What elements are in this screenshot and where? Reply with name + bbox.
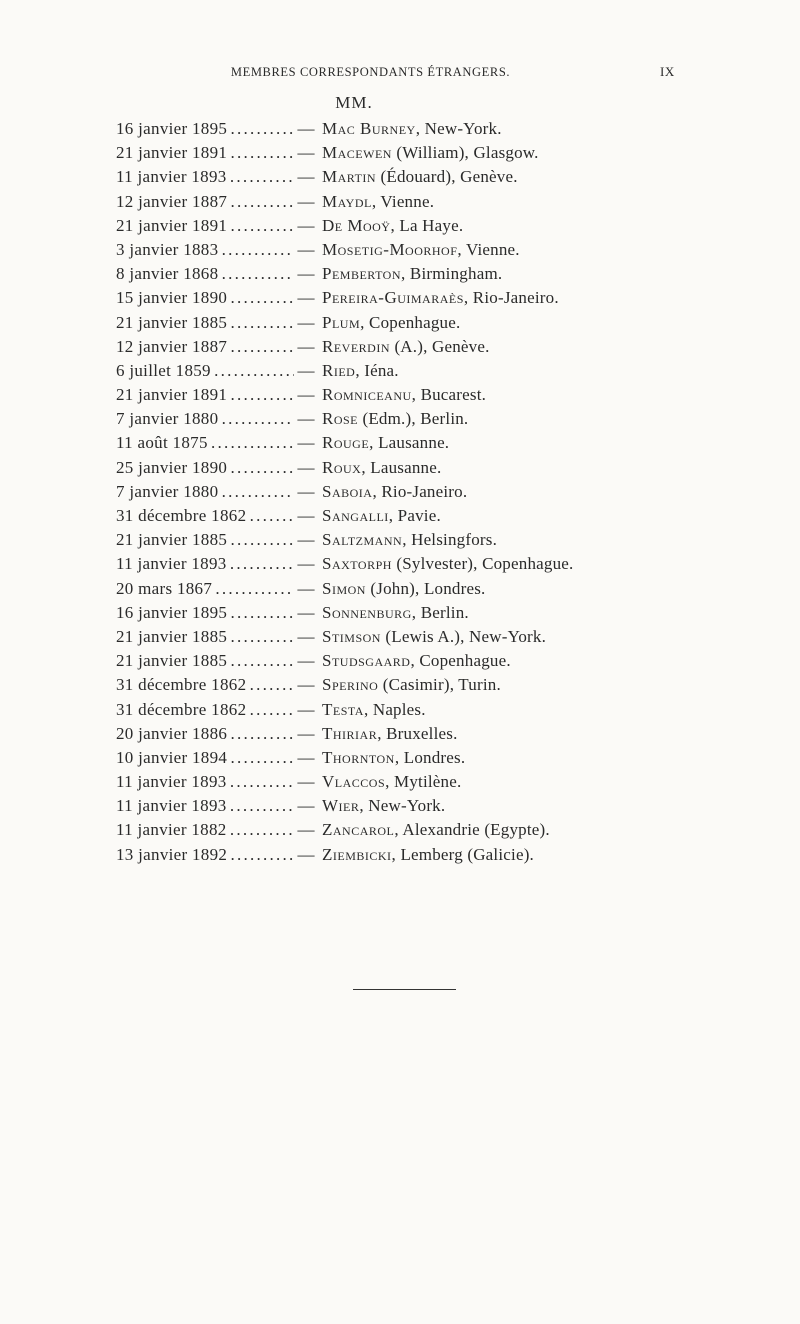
member-details: , Birmingham.: [401, 264, 503, 284]
entry-date: 12 janvier 1887 . . .: [116, 190, 294, 214]
entry-date: 6 juillet 1859 . . .: [116, 359, 294, 383]
member-entry: [0, 818, 800, 842]
entry-member: [322, 311, 460, 335]
entry-member: [322, 335, 490, 359]
member-details: (A.), Genève.: [390, 336, 490, 356]
member-details: (Casimir), Turin.: [378, 675, 501, 695]
entry-date: 13 janvier 1892 . . .: [116, 843, 294, 867]
member-details: , Vienne.: [371, 191, 435, 211]
member-details: , Bucarest.: [411, 385, 487, 405]
member-details: (Lewis A.), New-York.: [380, 626, 547, 646]
member-surname: Rose: [322, 409, 359, 429]
entry-dash: —: [297, 506, 315, 525]
member-surname: Maydl: [322, 191, 372, 211]
member-surname: Thornton: [322, 747, 395, 767]
page-number: IX: [660, 64, 675, 79]
member-surname: Zancarol: [322, 820, 395, 840]
entry-date: 11 août 1875 . . .: [116, 431, 294, 455]
entry-dash: —: [297, 602, 315, 622]
entry-dash: —: [297, 578, 315, 598]
member-entry: [0, 480, 800, 504]
member-entry: [0, 794, 800, 818]
member-details: (Edm.), Berlin.: [358, 409, 469, 429]
entry-date: 16 janvier 1895 . . .: [116, 601, 294, 625]
entry-dash: —: [297, 651, 315, 671]
entry-date: 8 janvier 1868 . . .: [116, 262, 294, 286]
member-details: , Mytilène.: [385, 772, 462, 792]
member-details: (Édouard), Genève.: [376, 167, 518, 187]
member-surname: Martin: [322, 167, 377, 187]
entry-dash: —: [297, 796, 315, 816]
entry-dash: —: [297, 143, 315, 163]
entry-member: [322, 214, 463, 238]
entry-dash: —: [297, 264, 315, 284]
entry-date: 21 janvier 1885 . . .: [116, 528, 294, 552]
member-entry: [0, 214, 800, 238]
entry-dash: —: [297, 215, 315, 235]
entry-date: 21 janvier 1885 . . .: [116, 649, 294, 673]
entry-dash: —: [297, 167, 315, 187]
member-surname: Saboia: [322, 481, 373, 501]
entry-member: [322, 407, 468, 431]
entry-date: 21 janvier 1891 . . .: [116, 141, 294, 165]
member-details: , Copenhague.: [410, 651, 511, 671]
member-entry: [0, 528, 800, 552]
entry-dash: —: [297, 360, 315, 380]
entry-member: [322, 673, 501, 697]
member-surname: Plum: [322, 312, 361, 332]
entry-date: 11 janvier 1882 . . .: [116, 818, 294, 842]
member-entry: [0, 552, 800, 576]
member-entry: [0, 649, 800, 673]
member-entry: [0, 601, 800, 625]
member-entry: [0, 407, 800, 431]
member-surname: Pereira-Guimaraès: [322, 288, 464, 308]
member-surname: Sperino: [322, 675, 379, 695]
entry-member: [322, 625, 546, 649]
entry-member: [322, 165, 518, 189]
entry-member: [322, 480, 467, 504]
entry-dash: —: [297, 191, 315, 211]
member-details: , Berlin.: [411, 602, 469, 622]
member-entry: [0, 335, 800, 359]
entry-member: [322, 698, 426, 722]
member-surname: Ried: [322, 360, 356, 380]
member-entry: [0, 843, 800, 867]
entry-dash: —: [297, 772, 315, 792]
member-details: , La Haye.: [390, 215, 464, 235]
entry-date: 20 janvier 1886 . . .: [116, 722, 294, 746]
entry-date: 12 janvier 1887 . . .: [116, 335, 294, 359]
entry-member: [322, 577, 486, 601]
member-details: , Rio-Janeiro.: [463, 288, 559, 308]
entry-dash: —: [297, 409, 315, 429]
member-surname: Mosetig-Moorhof: [322, 239, 458, 259]
member-entry: [0, 746, 800, 770]
entry-date: 7 janvier 1880 . . .: [116, 480, 294, 504]
entry-dash: —: [297, 312, 315, 332]
member-details: , Lausanne.: [369, 433, 450, 453]
entry-member: [322, 431, 449, 455]
entry-dash: —: [297, 530, 315, 550]
member-surname: Rouge: [322, 433, 370, 453]
entry-date: 16 janvier 1895 . . .: [116, 117, 294, 141]
entry-dash: —: [297, 433, 315, 453]
member-entry: [0, 504, 800, 528]
running-title: MEMBRES CORRESPONDANTS ÉTRANGERS.: [230, 65, 511, 79]
entry-dash: —: [297, 336, 315, 356]
entry-member: [322, 746, 465, 770]
running-head: [0, 64, 800, 84]
member-surname: De Mooÿ: [322, 215, 391, 235]
member-details: , Lausanne.: [361, 457, 442, 477]
entry-member: [322, 117, 502, 141]
member-details: , Lemberg (Galicie).: [391, 844, 535, 864]
entry-date: 31 décembre 1862 . . .: [116, 504, 294, 528]
member-surname: Ziembicki: [322, 844, 392, 864]
member-surname: Thiriar: [322, 723, 378, 743]
member-surname: Stimson: [322, 626, 381, 646]
member-surname: Macewen: [322, 143, 392, 163]
entry-date: 31 décembre 1862 . . .: [116, 673, 294, 697]
member-entry: [0, 383, 800, 407]
member-entry: [0, 722, 800, 746]
entry-member: [322, 141, 539, 165]
entry-member: [322, 528, 497, 552]
entry-member: [322, 649, 511, 673]
entry-date: 21 janvier 1891 . . .: [116, 214, 294, 238]
member-surname: Sangalli: [322, 506, 389, 525]
entry-dash: —: [297, 844, 315, 864]
member-surname: Roux: [322, 457, 362, 477]
entry-member: [322, 552, 574, 576]
member-surname: Sonnenburg: [322, 602, 412, 622]
entry-dash: —: [297, 385, 315, 405]
member-entry: [0, 698, 800, 722]
member-details: , Naples.: [363, 699, 426, 719]
member-details: , Bruxelles.: [377, 723, 458, 743]
member-surname: Reverdin: [322, 336, 390, 356]
entry-member: [322, 286, 559, 310]
entry-date: 31 décembre 1862 . . .: [116, 698, 294, 722]
member-entry: [0, 238, 800, 262]
member-surname: Pemberton: [322, 264, 402, 284]
entry-member: [322, 359, 399, 383]
member-entry: [0, 117, 800, 141]
entry-member: [322, 383, 486, 407]
member-entry: [0, 577, 800, 601]
member-details: (William), Glasgow.: [391, 143, 539, 163]
entry-member: [322, 770, 461, 794]
member-entry: [0, 456, 800, 480]
member-entry: [0, 262, 800, 286]
member-details: , Pavie.: [388, 506, 441, 525]
entry-member: [322, 794, 445, 818]
entry-date: 21 janvier 1885 . . .: [116, 311, 294, 335]
entry-date: 10 janvier 1894 . . .: [116, 746, 294, 770]
member-entry: [0, 165, 800, 189]
entry-date: 15 janvier 1890 . . .: [116, 286, 294, 310]
honorific-heading: MM.: [335, 93, 373, 112]
entry-date: 7 janvier 1880 . . .: [116, 407, 294, 431]
entry-member: [322, 238, 520, 262]
member-list: [0, 117, 800, 867]
entry-date: 3 janvier 1883 . . .: [116, 238, 294, 262]
member-details: , Copenhague.: [360, 312, 461, 332]
member-entry: [0, 770, 800, 794]
member-entry: [0, 431, 800, 455]
entry-dash: —: [297, 699, 315, 719]
member-details: , Alexandrie (Egypte).: [394, 820, 550, 840]
entry-date: 11 janvier 1893 . . .: [116, 552, 294, 576]
entry-date: 11 janvier 1893 . . .: [116, 770, 294, 794]
entry-date: 21 janvier 1885 . . .: [116, 625, 294, 649]
member-entry: [0, 625, 800, 649]
entry-member: [322, 262, 502, 286]
entry-member: [322, 843, 534, 867]
member-details: , Helsingfors.: [402, 530, 498, 550]
member-surname: Vlaccos: [322, 772, 386, 792]
member-surname: Romniceanu: [322, 385, 412, 405]
member-surname: Studsgaard: [322, 651, 411, 671]
entry-dash: —: [297, 820, 315, 840]
entry-member: [322, 601, 469, 625]
member-surname: Saltzmann: [322, 530, 403, 550]
member-surname: Simon: [322, 578, 366, 598]
member-surname: Mac Burney: [322, 119, 416, 138]
member-entry: [0, 673, 800, 697]
member-surname: Saxtorph: [322, 554, 392, 574]
member-entry: [0, 190, 800, 214]
member-details: , New-York.: [359, 796, 446, 816]
entry-member: [322, 504, 441, 528]
member-entry: [0, 141, 800, 165]
member-details: , Vienne.: [457, 239, 520, 259]
entry-date: 20 mars 1867 . . .: [116, 577, 294, 601]
member-details: , Londres.: [394, 747, 466, 767]
entry-dash: —: [297, 554, 315, 574]
member-details: , Iéna.: [355, 360, 399, 380]
entry-dash: —: [297, 723, 315, 743]
member-surname: Testa: [322, 699, 364, 719]
member-entry: [0, 286, 800, 310]
entry-date: 11 janvier 1893 . . .: [116, 794, 294, 818]
entry-dash: —: [297, 239, 315, 259]
entry-date: 25 janvier 1890 . . .: [116, 456, 294, 480]
entry-dash: —: [297, 626, 315, 646]
entry-member: [322, 818, 550, 842]
member-entry: [0, 311, 800, 335]
entry-dash: —: [297, 457, 315, 477]
entry-dash: —: [297, 288, 315, 308]
member-entry: [0, 359, 800, 383]
entry-dash: —: [297, 747, 315, 767]
member-details: (John), Londres.: [365, 578, 486, 598]
entry-dash: —: [297, 481, 315, 501]
entry-dash: —: [297, 119, 315, 138]
entry-member: [322, 456, 441, 480]
entry-member: [322, 190, 434, 214]
member-surname: Wier: [322, 796, 360, 816]
entry-date: 11 janvier 1893 . . .: [116, 165, 294, 189]
member-details: (Sylvester), Copenhague.: [391, 554, 574, 574]
entry-dash: —: [297, 675, 315, 695]
member-details: , Rio-Janeiro.: [372, 481, 468, 501]
entry-member: [322, 722, 458, 746]
member-details: , New-York.: [415, 119, 502, 138]
entry-date: 21 janvier 1891 . . .: [116, 383, 294, 407]
closing-rule: [353, 989, 456, 990]
